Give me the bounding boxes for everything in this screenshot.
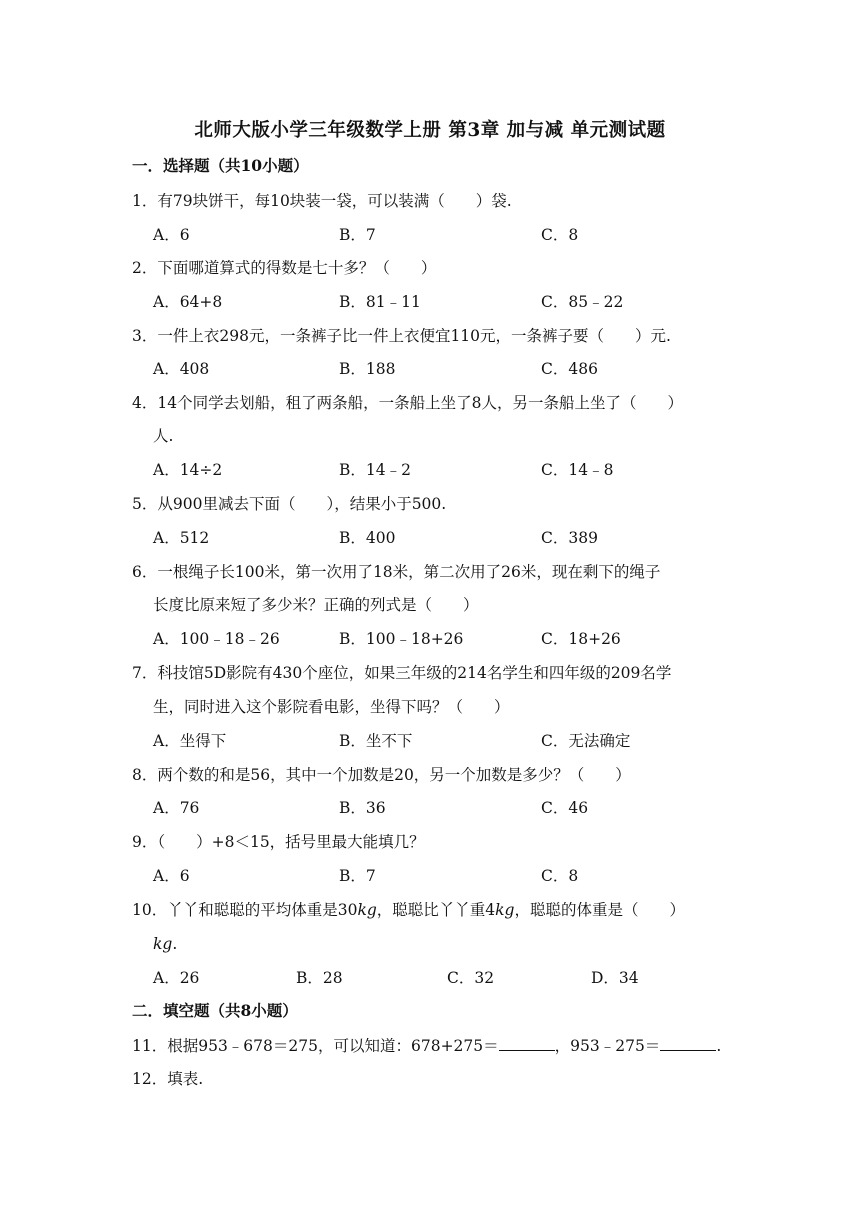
question-1-stem: 1．有79块饼干，每10块装一袋，可以装满（ ）袋. (132, 192, 512, 210)
question-7-option-c: C．无法确定 (541, 732, 631, 750)
question-6-option-a: A．100﹣18﹣26 (153, 630, 280, 648)
question-10-text-1: 10．丫丫和聪聪的平均体重是30 (132, 901, 358, 919)
question-2-option-b: B．81﹣11 (339, 293, 421, 311)
question-6-option-c: C．18+26 (541, 630, 621, 648)
question-10-unit-3: kg (153, 935, 173, 953)
question-10-text-2: ，聪聪比丫丫重4 (376, 901, 496, 919)
question-11-stem (132, 1035, 721, 1057)
question-7-stem-continued: 生，同时进入这个影院看电影，坐得下吗？（ ） (153, 698, 510, 716)
question-10-option-b: B．28 (296, 969, 343, 987)
question-6-option-b: B．100﹣18+26 (339, 630, 464, 648)
question-7-option-a: A．坐得下 (153, 732, 227, 750)
question-1-option-a: A．6 (153, 226, 190, 244)
question-9-stem: 9．（ ）+8＜15，括号里最大能填几？ (132, 833, 425, 851)
question-1-option-b: B．7 (339, 226, 376, 244)
question-10-option-c: C．32 (447, 969, 495, 987)
question-8-option-a: A．76 (153, 799, 200, 817)
question-10-text-3: ，聪聪的体重是（ ） (514, 901, 685, 919)
question-11-text-2: ，953﹣275＝ (554, 1037, 661, 1055)
question-4-stem-continued: 人. (153, 427, 174, 445)
question-10-unit-1: kg (357, 901, 377, 919)
question-2-stem: 2．下面哪道算式的得数是七十多？（ ） (132, 259, 437, 277)
question-2-option-c: C．85﹣22 (541, 293, 624, 311)
question-1-option-c: C．8 (541, 226, 579, 244)
question-9-option-b: B．7 (339, 867, 376, 885)
question-10-text-4: . (172, 935, 178, 953)
question-6-stem: 6．一根绳子长100米，第一次用了18米，第二次用了26米，现在剩下的绳子 (132, 563, 661, 581)
page-title: 北师大版小学三年级数学上册 第3章 加与减 单元测试题 (194, 120, 666, 141)
question-4-option-c: C．14﹣8 (541, 461, 614, 479)
question-10-stem (132, 899, 685, 921)
question-5-option-a: A．512 (153, 529, 210, 547)
question-5-option-b: B．400 (339, 529, 396, 547)
question-4-option-a: A．14÷2 (153, 461, 223, 479)
question-9-option-c: C．8 (541, 867, 579, 885)
question-10-option-d: D．34 (591, 969, 639, 987)
question-4-stem: 4．14个同学去划船，租了两条船，一条船上坐了8人，另一条船上坐了（ ） (132, 394, 683, 412)
question-8-option-c: C．46 (541, 799, 589, 817)
question-10-option-a: A．26 (153, 969, 200, 987)
question-8-stem: 8．两个数的和是56，其中一个加数是20，另一个加数是多少？（ ） (132, 766, 631, 784)
question-11-text-3: . (716, 1037, 722, 1055)
question-7-option-b: B．坐不下 (339, 732, 413, 750)
question-3-stem: 3．一件上衣298元，一条裤子比一件上衣便宜110元，一条裤子要（ ）元. (132, 327, 671, 345)
question-8-option-b: B．36 (339, 799, 386, 817)
question-10-unit-2: kg (495, 901, 515, 919)
question-7-stem: 7．科技馆5D影院有430个座位，如果三年级的214名学生和四年级的209名学 (132, 664, 672, 682)
question-11-text-1: 11．根据953﹣678＝275，可以知道：678+275＝ (132, 1037, 499, 1055)
section-heading-fill: 二．填空题（共8小题） (132, 1001, 298, 1020)
question-12-stem: 12．填表. (132, 1070, 204, 1088)
question-6-stem-continued: 长度比原来短了多少米？正确的列式是（ ） (153, 596, 479, 614)
question-9-option-a: A．6 (153, 867, 190, 885)
question-5-option-c: C．389 (541, 529, 598, 547)
question-3-option-b: B．188 (339, 360, 396, 378)
answer-blank[interactable] (499, 1036, 555, 1051)
question-3-option-a: A．408 (153, 360, 210, 378)
question-5-stem: 5．从900里减去下面（ ），结果小于500. (132, 495, 447, 513)
question-3-option-c: C．486 (541, 360, 598, 378)
question-4-option-b: B．14﹣2 (339, 461, 411, 479)
question-2-option-a: A．64+8 (153, 293, 223, 311)
answer-blank[interactable] (660, 1036, 716, 1051)
question-10-stem-continued (153, 933, 177, 955)
section-heading-choice: 一．选择题（共10小题） (132, 156, 309, 175)
